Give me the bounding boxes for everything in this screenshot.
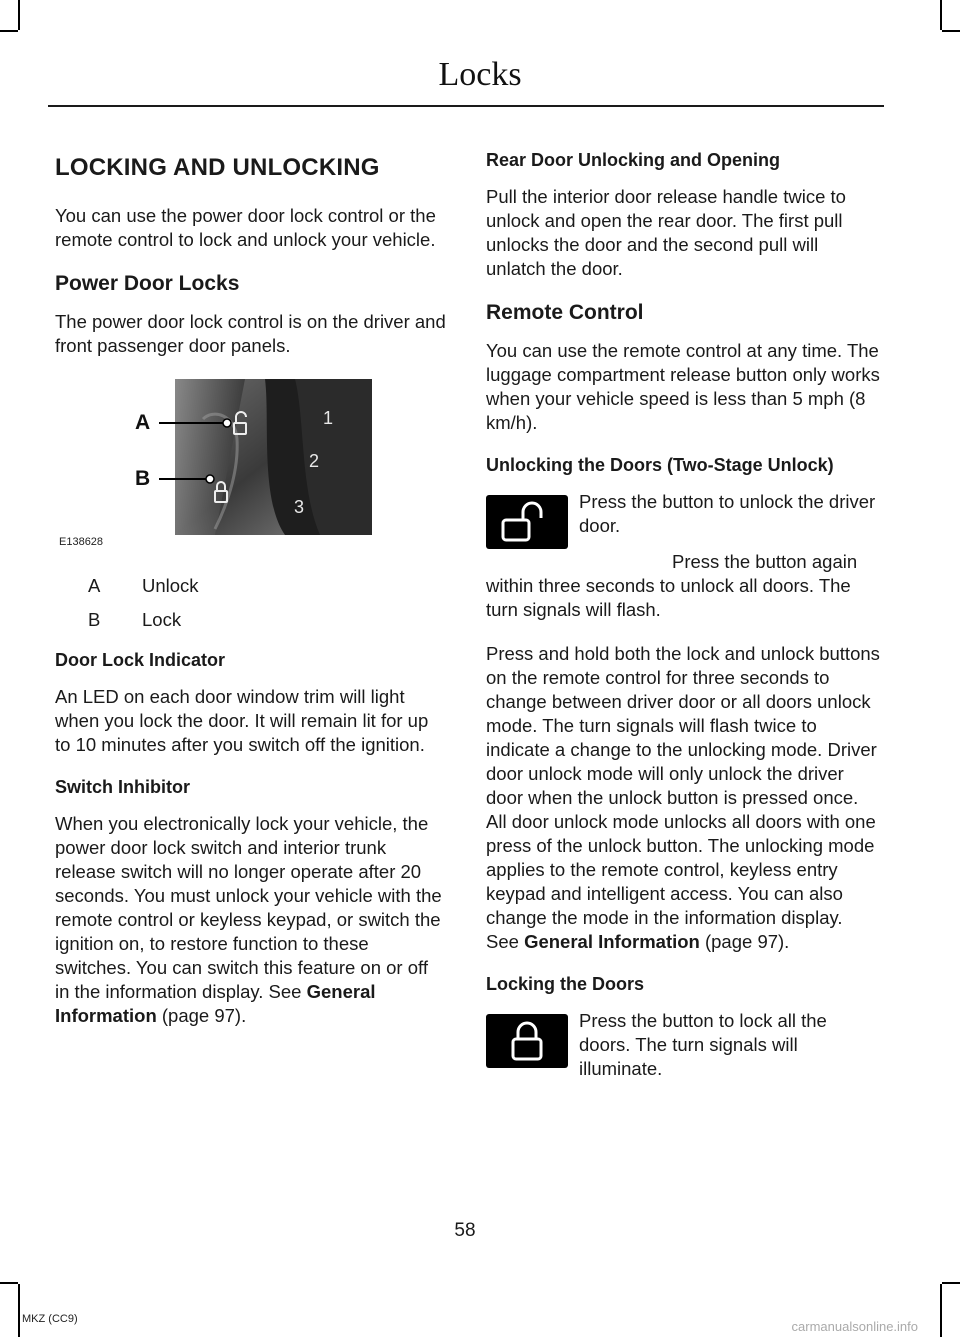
- section-heading: LOCKING AND UNLOCKING: [55, 154, 380, 181]
- rear-door-title: Rear Door Unlocking and Opening: [486, 150, 781, 170]
- unlock-text-2: Press the button again within three seconds to unlock all doors. The turn signals will flash.: [486, 551, 858, 620]
- page-reference: (page 97).: [699, 931, 790, 952]
- lock-instruction: [486, 1009, 880, 1081]
- remote-control-text: You can use the remote control at any time. The luggage compartment release button only works when your vehicle speed is less than 5 mph (8 km/h).: [486, 340, 880, 433]
- crop-mark: [942, 30, 960, 32]
- right-column: [486, 150, 880, 1093]
- lock-text: Press the button to lock all the doors. The turn signals will illuminate.: [579, 1010, 827, 1079]
- switch-number: 1: [323, 408, 334, 428]
- page-number: 58: [454, 1220, 476, 1241]
- left-column: [55, 150, 447, 1048]
- crop-mark: [18, 0, 20, 30]
- unlock-mode-body: Press and hold both the lock and unlock buttons on the remote control for three seconds to change between driver door or all doors unlock mode. The turn signals will flash twice to indicate a change to the unlocking mode. Driver door unlock mode will only unlock the driver door when the unlock button is pressed once. All door unlock mode unlocks all doors with one press of the unlock button. The unlocking mode applies to the remote control, keyless entry keypad and intelligent access. You can also change the mode in the information display. See: [486, 643, 880, 952]
- crop-mark: [0, 30, 18, 32]
- indicator-title: Door Lock Indicator: [55, 650, 226, 670]
- power-locks-text: The power door lock control is on the driver and front passenger door panels.: [55, 311, 446, 356]
- unlock-text-1: Press the button to unlock the driver door.: [579, 491, 876, 536]
- page-title: Locks: [438, 56, 522, 93]
- figure-id: E138628: [59, 536, 104, 548]
- crop-mark: [940, 1284, 942, 1337]
- switch-number: 2: [309, 451, 320, 471]
- general-information-link[interactable]: General Information: [524, 931, 700, 952]
- remote-control-title: Remote Control: [486, 301, 644, 324]
- rear-door-text: Pull the interior door release handle twice to unlock and open the rear door. The first pull unlocks the door and the second pull will unlatch the door.: [486, 186, 846, 279]
- callout-lines: [55, 378, 447, 556]
- callout-a: A: [135, 411, 151, 434]
- figure-legend: [55, 574, 447, 632]
- lock-icon: [486, 1014, 568, 1068]
- legend-row: [55, 574, 447, 598]
- inhibitor-title: Switch Inhibitor: [55, 777, 190, 797]
- header-divider: [48, 105, 884, 107]
- general-information-link[interactable]: General Information: [55, 981, 376, 1026]
- legend-value: Unlock: [142, 575, 199, 596]
- unlocking-title: Unlocking the Doors (Two-Stage Unlock): [486, 455, 834, 475]
- unlock-instruction: [486, 490, 880, 622]
- indicator-text: An LED on each door window trim will light when you lock the door. It will remain lit for up to 10 minutes after you switch off the ignition.: [55, 686, 429, 755]
- model-code: MKZ (CC9): [22, 1313, 78, 1325]
- legend-value: Lock: [142, 609, 182, 630]
- crop-mark: [940, 0, 942, 30]
- crop-mark: [18, 1284, 20, 1337]
- page-reference: (page 97).: [156, 1005, 247, 1026]
- legend-key: B: [88, 609, 101, 630]
- callout-b: B: [135, 467, 151, 490]
- locking-title: Locking the Doors: [486, 974, 645, 994]
- intro-paragraph: You can use the power door lock control or the remote control to lock and unlock your vehicle.: [55, 205, 436, 250]
- unlock-icon: [486, 495, 568, 549]
- crop-mark: [942, 1282, 960, 1284]
- switch-number: 3: [294, 497, 305, 517]
- unlock-mode-text: [486, 642, 880, 954]
- power-locks-title: Power Door Locks: [55, 272, 240, 295]
- legend-key: A: [88, 575, 101, 596]
- inhibitor-text: [55, 812, 447, 1028]
- legend-row: [55, 608, 447, 632]
- crop-mark: [0, 1282, 18, 1284]
- inhibitor-body: When you electronically lock your vehicle, the power door lock switch and interior trunk release switch will no longer operate after 20 seconds. You must unlock your vehicle with the remote control or keyless keypad, or switch the ignition on, to restore function to these switches. You can switch this feature on or off in the information display. See: [55, 813, 442, 1002]
- watermark: carmanualsonline.info: [791, 1319, 918, 1334]
- door-lock-figure: [55, 378, 447, 556]
